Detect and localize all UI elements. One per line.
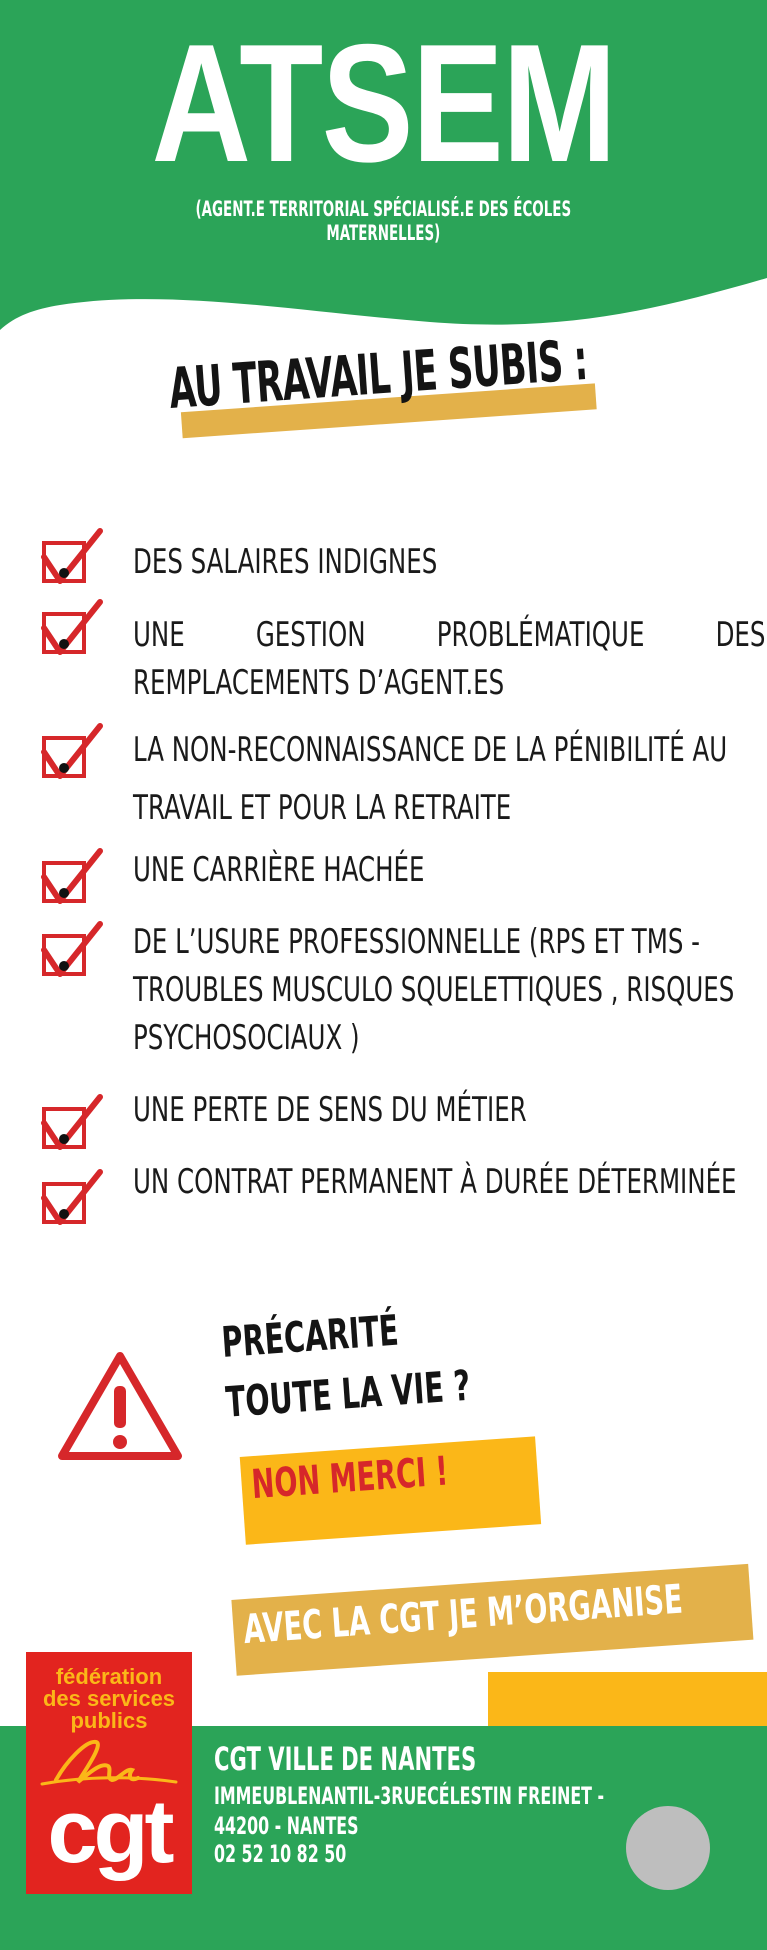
checkmark-icon <box>38 920 104 980</box>
checkmark-icon <box>38 722 104 782</box>
warning-triangle-icon <box>58 1350 183 1462</box>
page-subtitle: (AGENT.E TERRITORIAL SPÉCIALISÉ.E DES ÉCOLES MATERNELLES) <box>195 197 572 245</box>
cta-banner <box>230 1544 755 1670</box>
checkmark-icon <box>38 1093 104 1153</box>
precarity-line: TOUTE LA VIE ? <box>224 1360 472 1427</box>
checkmark-icon <box>38 527 104 587</box>
list-item: UNE PERTE DE SENS DU MÉTIER <box>133 1090 527 1130</box>
list-item-continuation: PSYCHOSOCIAUX ) <box>133 1018 360 1058</box>
logo-cgt-text: cgt <box>47 1782 171 1882</box>
callout-text: NON MERCI ! <box>250 1448 450 1509</box>
checkmark-icon <box>38 1168 104 1228</box>
contact-address: 44200 - NANTES <box>214 1812 359 1840</box>
precarity-line: PRÉCARITÉ <box>220 1305 401 1367</box>
cgt-logo <box>26 1652 192 1894</box>
contact-phone: 02 52 10 82 50 <box>214 1840 347 1868</box>
list-item: UN CONTRAT PERMANENT À DURÉE DÉTERMINÉE <box>133 1162 737 1202</box>
precarity-block <box>220 1291 614 1537</box>
list-item-continuation: REMPLACEMENTS D’AGENT.ES <box>133 663 505 703</box>
checkmark-icon <box>38 598 104 658</box>
logo-text: fédération <box>55 1664 163 1689</box>
list-item: DE L’USURE PROFESSIONNELLE (RPS ET TMS - <box>133 922 700 962</box>
page-title: ATSEM <box>151 9 616 197</box>
subheading: AU TRAVAIL JE SUBIS : <box>167 327 590 422</box>
cta-text: AVEC LA CGT JE M’ORGANISE <box>241 1576 685 1654</box>
list-item-continuation: TRAVAIL ET POUR LA RETRAITE <box>133 788 512 828</box>
contact-address: IMMEUBLENANTIL-3RUECÉLESTIN FREINET - <box>214 1782 605 1810</box>
logo-text: des services <box>42 1686 176 1711</box>
checkmark-icon <box>38 847 104 907</box>
list-item: DES SALAIRES INDIGNES <box>133 542 438 582</box>
logo-text: publics <box>70 1708 148 1733</box>
list-item: LA NON-RECONNAISSANCE DE LA PÉNIBILITÉ AU <box>133 730 728 770</box>
decorative-circle <box>626 1806 710 1890</box>
list-item-continuation: TROUBLES MUSCULO SQUELETTIQUES , RISQUES <box>133 970 735 1010</box>
list-item: UNE CARRIÈRE HACHÉE <box>133 850 425 890</box>
list-item: UNE GESTION PROBLÉMATIQUE DES <box>133 615 766 655</box>
contact-name: CGT VILLE DE NANTES <box>214 1740 477 1778</box>
